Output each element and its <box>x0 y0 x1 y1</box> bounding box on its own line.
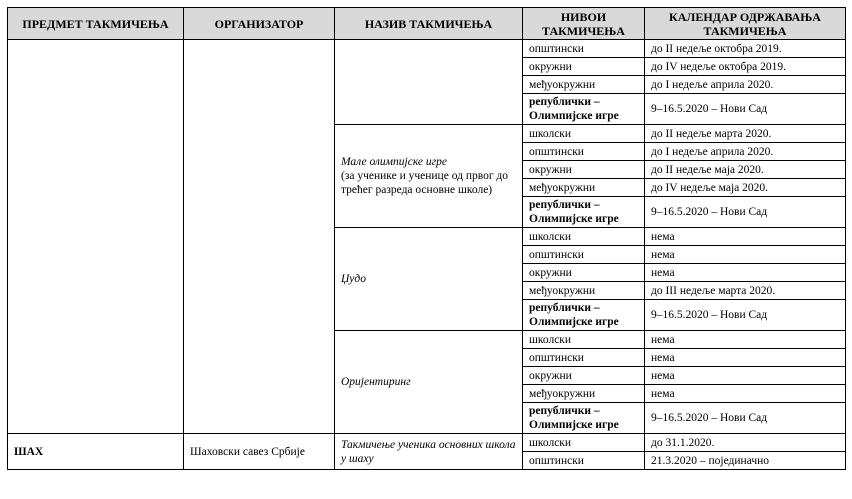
competition-table <box>7 7 846 470</box>
header-name: НАЗИВ ТАКМИЧЕЊА <box>335 8 523 40</box>
level-cell: међуокружни <box>523 385 645 403</box>
level-cell: школски <box>523 228 645 246</box>
date-cell: до II недеље октобра 2019. <box>645 40 846 58</box>
level-cell: републички – Олимпијске игре <box>523 403 645 434</box>
header-subject: ПРЕДМЕТ ТАКМИЧЕЊА <box>8 8 184 40</box>
level-cell: општински <box>523 40 645 58</box>
level-cell: окружни <box>523 58 645 76</box>
competition-name: Оријентиринг <box>341 376 411 388</box>
header-organizer: ОРГАНИЗАТОР <box>184 8 335 40</box>
table-row <box>8 434 846 452</box>
level-cell: републички – Олимпијске игре <box>523 300 645 331</box>
level-cell: општински <box>523 349 645 367</box>
level-cell: републички – Олимпијске игре <box>523 94 645 125</box>
competition-name-note: (за ученике и ученице од првог до трећег разреда основне школе) <box>341 170 509 196</box>
date-cell: до 31.1.2020. <box>645 434 846 452</box>
competition-name: Мале олимпијске игре <box>341 156 447 168</box>
level-cell: школски <box>523 125 645 143</box>
level-cell: општински <box>523 143 645 161</box>
date-cell: до III недеље марта 2020. <box>645 282 846 300</box>
subject-cell: ШАХ <box>8 434 184 470</box>
level-cell: међуокружни <box>523 282 645 300</box>
date-cell: нема <box>645 228 846 246</box>
organizer-cell: Шаховски савез Србије <box>184 434 335 470</box>
level-cell: школски <box>523 331 645 349</box>
level-cell: републички – Олимпијске игре <box>523 197 645 228</box>
competition-name-cell <box>335 40 523 125</box>
level-cell: школски <box>523 434 645 452</box>
date-cell: до I недеље априла 2020. <box>645 143 846 161</box>
level-cell: међуокружни <box>523 76 645 94</box>
level-cell: општински <box>523 246 645 264</box>
level-cell: окружни <box>523 367 645 385</box>
header-levels: НИВОИ ТАКМИЧЕЊА <box>523 8 645 40</box>
date-cell: нема <box>645 349 846 367</box>
date-cell: 9–16.5.2020 – Нови Сад <box>645 300 846 331</box>
date-cell: нема <box>645 385 846 403</box>
date-cell: нема <box>645 246 846 264</box>
competition-name-cell <box>335 228 523 331</box>
level-cell: међуокружни <box>523 179 645 197</box>
competition-name: Џудо <box>341 273 366 285</box>
date-cell: до I недеље априла 2020. <box>645 76 846 94</box>
level-cell: окружни <box>523 264 645 282</box>
date-cell: нема <box>645 264 846 282</box>
subject-cell <box>8 40 184 434</box>
organizer-cell <box>184 40 335 434</box>
level-cell: окружни <box>523 161 645 179</box>
competition-name-cell: Такмичење ученика основних школа у шаху <box>335 434 523 470</box>
date-cell: нема <box>645 331 846 349</box>
header-calendar: КАЛЕНДАР ОДРЖАВАЊА ТАКМИЧЕЊА <box>645 8 846 40</box>
table-row <box>8 40 846 58</box>
date-cell: до II недеље маја 2020. <box>645 161 846 179</box>
competition-name-cell <box>335 331 523 434</box>
header-row <box>8 8 846 40</box>
date-cell: до II недеље марта 2020. <box>645 125 846 143</box>
date-cell: 9–16.5.2020 – Нови Сад <box>645 403 846 434</box>
date-cell: до IV недеље октобра 2019. <box>645 58 846 76</box>
level-cell: општински <box>523 452 645 470</box>
date-cell: 21.3.2020 – појединачно <box>645 452 846 470</box>
date-cell: до IV недеље маја 2020. <box>645 179 846 197</box>
date-cell: 9–16.5.2020 – Нови Сад <box>645 94 846 125</box>
date-cell: 9–16.5.2020 – Нови Сад <box>645 197 846 228</box>
competition-name-cell <box>335 125 523 228</box>
date-cell: нема <box>645 367 846 385</box>
